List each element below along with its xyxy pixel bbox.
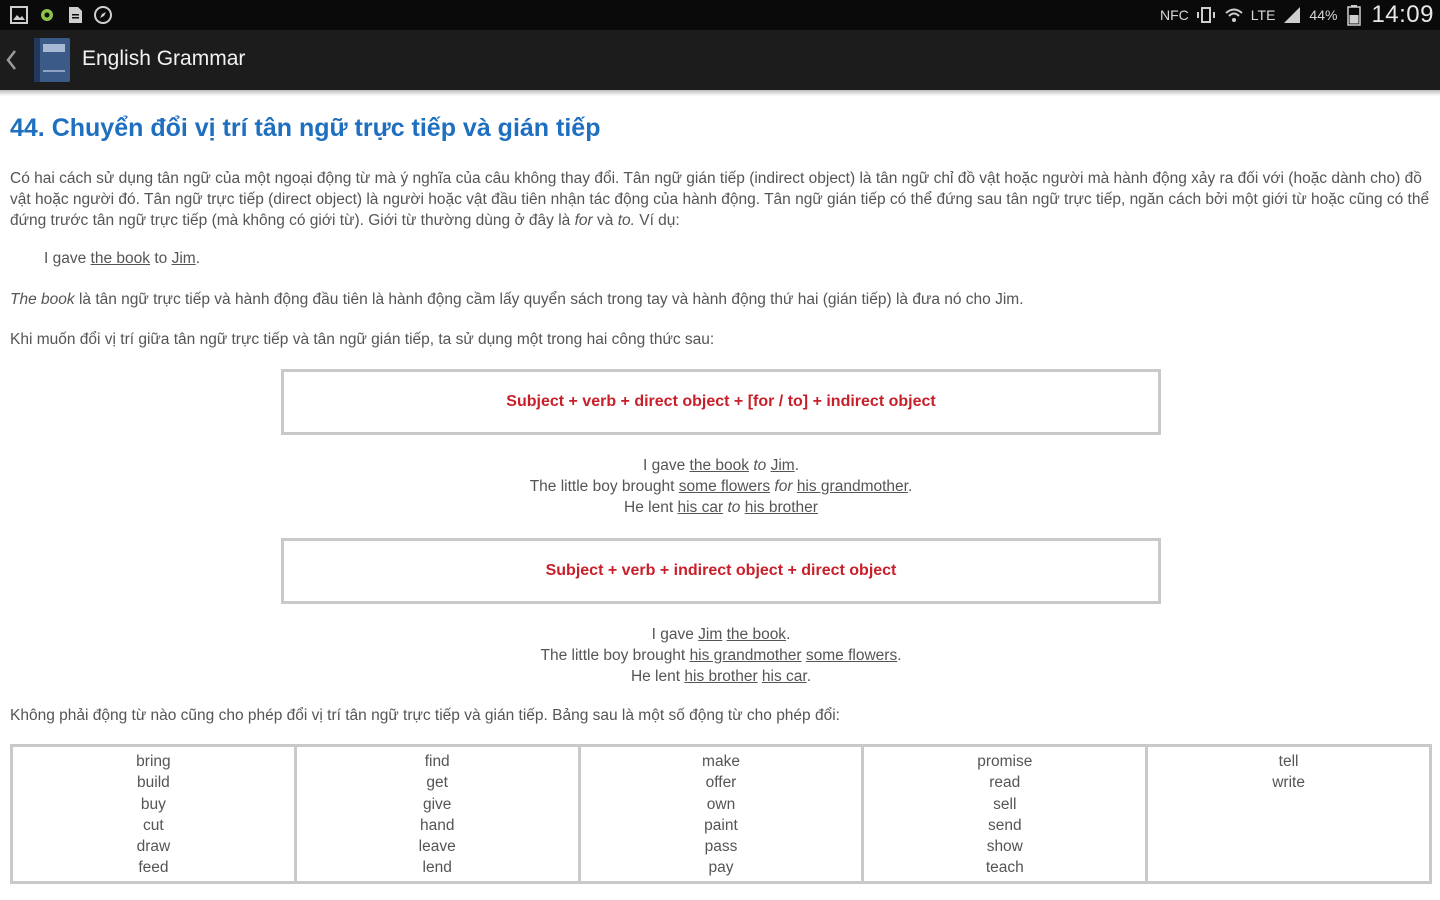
example-indirect-object: his grandmother: [689, 647, 802, 664]
example-period: .: [907, 478, 913, 495]
example-indirect-object: his brother: [684, 668, 758, 685]
verb-column: [864, 747, 1148, 881]
formula-1-examples: [281, 455, 1161, 518]
verb-item: tell: [1278, 753, 1299, 770]
verb-item: own: [706, 795, 736, 813]
example-preposition: for: [774, 478, 793, 495]
verb-item: sell: [993, 795, 1017, 813]
example-line: [281, 497, 1161, 518]
status-time: 14:09: [1371, 1, 1434, 28]
example-preposition: to: [727, 499, 741, 516]
android-icon: [36, 4, 58, 26]
example-indirect-object: Jim: [171, 250, 196, 267]
intro-text: Có hai cách sử dụng tân ngữ của một ngoại động từ mà ý nghĩa của câu không thay đổi. Tân ngữ gián tiếp (indirect object) là tân ngữ chỉ đồ vật hoặc người mà hành động xảy ra đối với (hoặc dành cho) đồ vật hoặc người đó. Tân ngữ trực tiếp (direct object) là người hoặc vật đầu tiên nhận tác động của hành động. Tân ngữ gián tiếp có thể đứng sau tân ngữ trực tiếp, ngăn cách bởi một giới từ hoặc cũng có thể đứng trước tân ngữ trực tiếp (mà không có giới từ). Giới từ thường dùng ở đây là: [10, 170, 1430, 229]
example-period: .: [786, 626, 791, 643]
example-subject: I gave: [44, 250, 87, 267]
example-direct-object: his car: [677, 499, 724, 516]
page-title: 44. Chuyển đổi vị trí tân ngữ trực tiếp và gián tiếp: [10, 114, 601, 142]
example-period: .: [794, 457, 799, 474]
verb-item: promise: [977, 753, 1033, 770]
verb-column: [1148, 747, 1429, 881]
verb-item: paint: [704, 816, 738, 834]
verb-item: draw: [136, 838, 171, 856]
back-chevron-icon[interactable]: [4, 48, 18, 72]
explanation-paragraph: [10, 289, 1024, 310]
verb-item: buy: [140, 795, 166, 813]
verb-item: read: [989, 774, 1021, 792]
verb-item: cut: [143, 816, 164, 834]
formula-2-examples: [281, 624, 1161, 687]
verb-item: pass: [704, 838, 738, 856]
network-type: LTE: [1250, 7, 1276, 23]
example-direct-object: the book: [689, 457, 750, 474]
verb-table-intro: Không phải động từ nào cũng cho phép đổi vị trí tân ngữ trực tiếp và gián tiếp. Bảng sau là một số động từ cho phép đổi:: [10, 707, 840, 724]
verb-item: teach: [985, 859, 1024, 877]
example-period: .: [195, 250, 200, 267]
verb-item: build: [137, 774, 170, 792]
example-preposition: to: [753, 457, 767, 474]
verb-item: lend: [422, 859, 452, 877]
example-subject: I gave: [651, 626, 694, 643]
vibrate-icon: [1195, 4, 1217, 26]
verb-item: hand: [419, 816, 455, 834]
example-subject: I gave: [643, 457, 686, 474]
signal-icon: [1281, 4, 1303, 26]
verb-column: [297, 747, 581, 881]
compass-icon: [92, 4, 114, 26]
example-period: .: [806, 668, 812, 685]
app-title: English Grammar: [82, 47, 246, 70]
example-indirect-object: Jim: [698, 626, 723, 643]
wifi-icon: [1223, 4, 1245, 26]
explanation-italic: The book: [10, 291, 75, 308]
example-direct-object: some flowers: [805, 647, 898, 664]
verb-item: show: [986, 838, 1023, 856]
verb-item: send: [987, 816, 1022, 834]
example-indirect-object: his brother: [744, 499, 818, 516]
verb-item: bring: [136, 753, 171, 770]
example-direct-object: his car: [761, 668, 807, 685]
formula-box-2: Subject + verb + indirect object + direct object: [281, 538, 1161, 604]
example-line: [281, 645, 1161, 666]
verb-item: make: [702, 753, 740, 770]
status-left-icons: [8, 4, 114, 26]
example-direct-object: some flowers: [678, 478, 771, 495]
article-content: [0, 96, 1440, 900]
action-bar: [0, 30, 1440, 90]
intro-paragraph: [10, 168, 1430, 231]
verb-item: leave: [418, 838, 456, 856]
status-bar: [0, 0, 1440, 30]
explanation-text: là tân ngữ trực tiếp và hành động đầu tiên là hành động cầm lấy quyển sách trong tay và hành động thứ hai (gián tiếp) là đưa nó cho Jim.: [78, 291, 1024, 308]
example-line: [281, 624, 1161, 645]
example-subject: He lent: [624, 499, 674, 516]
verb-item: find: [424, 753, 450, 770]
example-line: [281, 666, 1161, 687]
example-period: .: [897, 647, 902, 664]
status-right: [1160, 0, 1434, 30]
example-line: [281, 455, 1161, 476]
document-icon: [64, 4, 86, 26]
verb-item: get: [426, 774, 448, 792]
example-preposition: to: [154, 250, 168, 267]
example-indirect-object: Jim: [770, 457, 795, 474]
example-line: [281, 476, 1161, 497]
intro-for-word: for: [574, 212, 593, 229]
verb-column: [13, 747, 297, 881]
verb-column: [581, 747, 865, 881]
app-book-icon[interactable]: [28, 36, 74, 84]
formula-box-1: Subject + verb + direct object + [for / to] + indirect object: [281, 369, 1161, 435]
example-indirect-object: his grandmother: [796, 478, 908, 495]
example-subject: He lent: [630, 668, 681, 685]
example-direct-object: the book: [726, 626, 787, 643]
intro-end: Ví dụ:: [639, 212, 680, 229]
battery-percent: 44%: [1309, 7, 1338, 23]
verb-table: [10, 744, 1432, 884]
example-subject: The little boy brought: [540, 647, 686, 664]
gallery-icon: [8, 4, 30, 26]
example-direct-object: the book: [90, 250, 151, 267]
verb-item: pay: [708, 859, 734, 877]
intro-to-word: to.: [617, 212, 635, 229]
verb-item: give: [422, 795, 452, 813]
battery-icon: [1343, 4, 1365, 26]
intro-and-word: và: [597, 212, 614, 229]
formula-intro-paragraph: Khi muốn đổi vị trí giữa tân ngữ trực tiếp và tân ngữ gián tiếp, ta sử dụng một trong hai công thức sau:: [10, 331, 715, 348]
verb-item: write: [1272, 774, 1305, 792]
intro-example: [44, 250, 200, 268]
verb-item: feed: [138, 859, 169, 877]
nfc-indicator: NFC: [1159, 7, 1189, 23]
verb-item: offer: [705, 774, 737, 792]
example-subject: The little boy brought: [529, 478, 675, 495]
